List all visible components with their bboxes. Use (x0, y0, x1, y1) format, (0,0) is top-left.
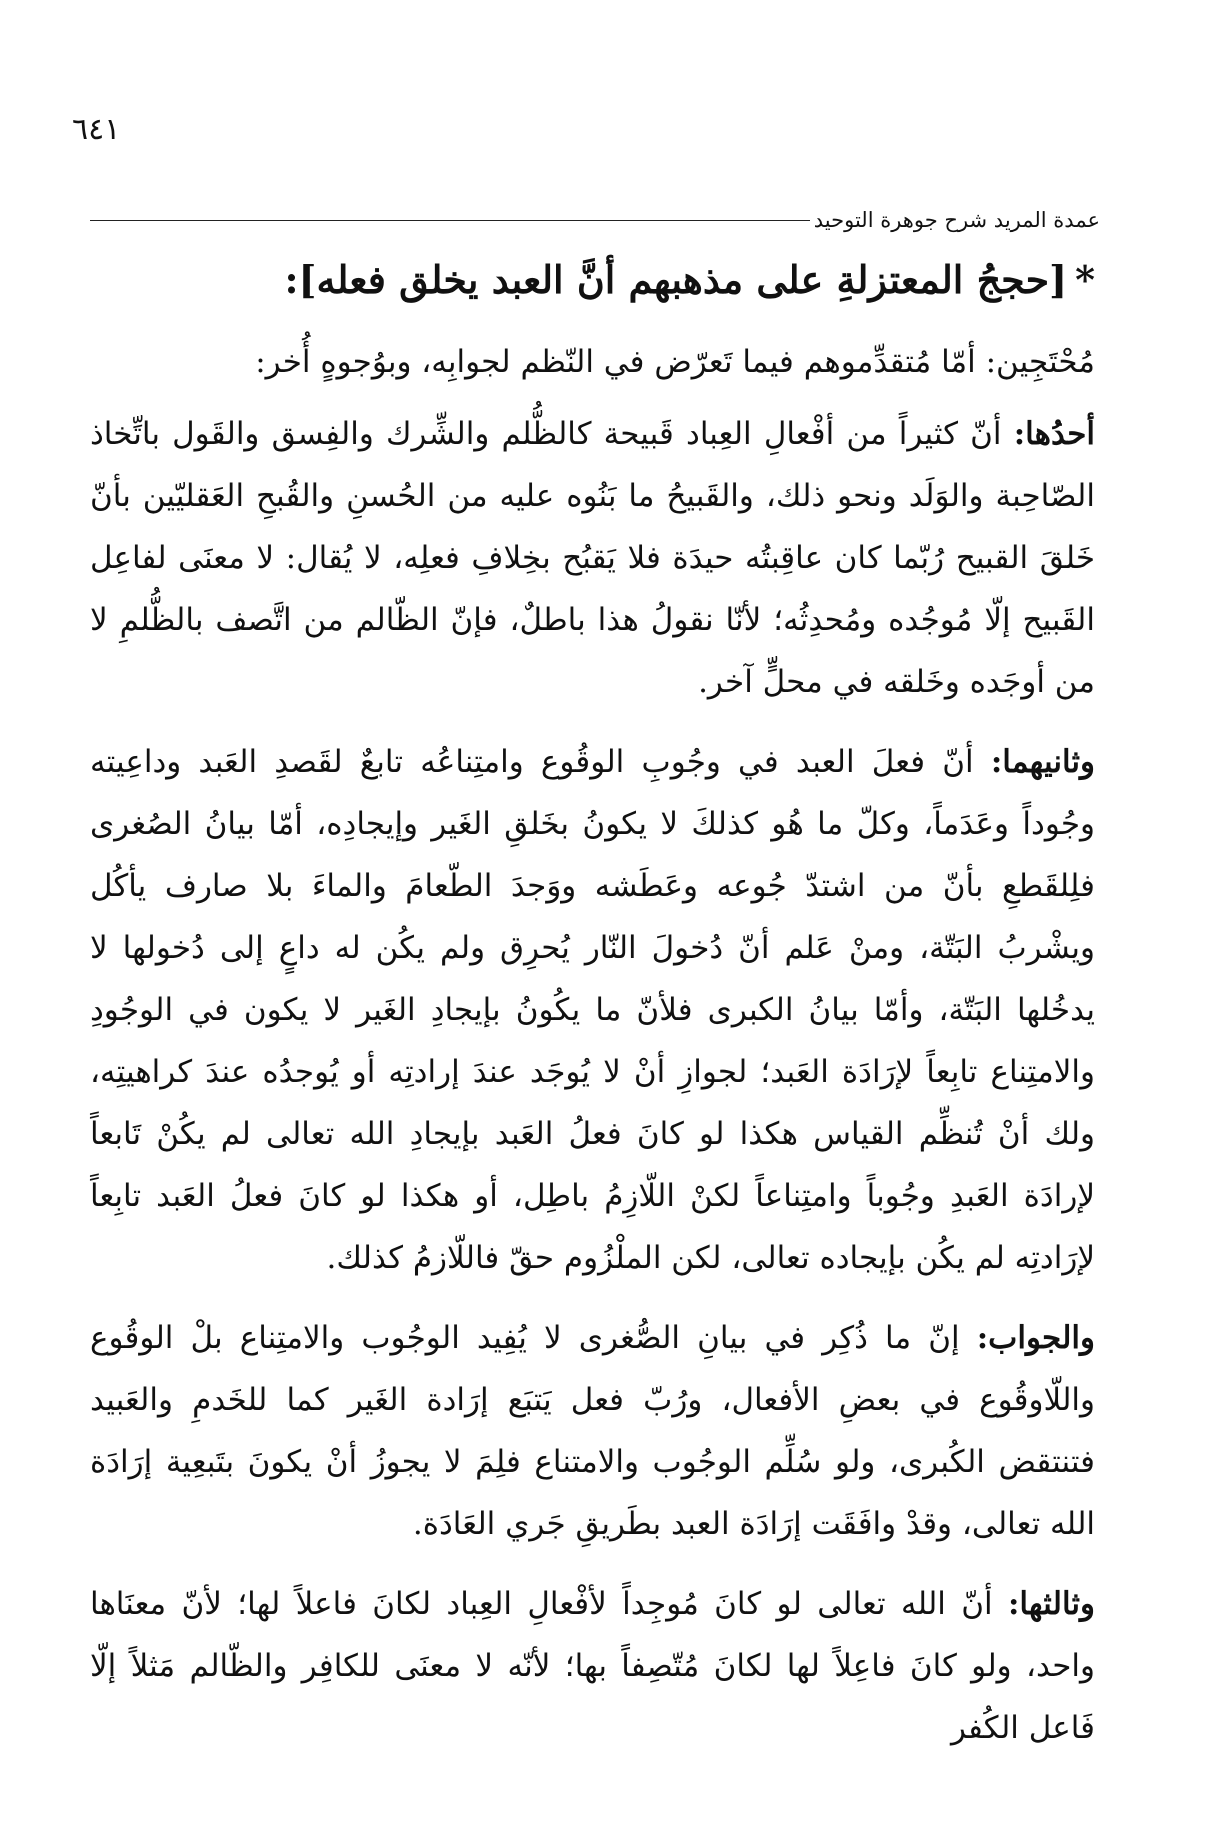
page-number: ٦٤١ (72, 112, 121, 147)
running-header-title: عمدة المريد شرح جوهرة التوحيد (813, 208, 1100, 232)
paragraph-intro (90, 331, 1095, 393)
paragraph-lead: والجواب: (976, 1320, 1095, 1356)
paragraph-third-argument (90, 1573, 1095, 1759)
page-body (90, 245, 1095, 1759)
paragraph-first-argument (90, 403, 1095, 713)
paragraph-text: مُحْتَجِين: أمّا مُتقدِّموهم فيما تَعرّض في النّظم لجوابِه، وبوُجوهٍ أُخر: (255, 344, 1095, 380)
paragraph-text: أنّ فعلَ العبد في وجُوبِ الوقُوع وامتِناعُه تابعٌ لقَصدِ العَبد وداعِيته وجُوداً وعَدَماً، وكلّ ما هُو كذلكَ لا يكونُ بخَلقِ الغَير وإيجادِه، أمّا بيانُ الصُغرى فلِلقَطعِ بأنّ من اشتدّ جُوعه وعَطَشه ووَجدَ الطّعامَ والماءَ بلا صارف يأكُل ويشْربُ البَتّة، ومنْ عَلم أنّ دُخولَ النّار يُحرِق ولم يكُن له داعٍ إلى دُخولها لا يدخُلها البَتّة، وأمّا بيانُ الكبرى فلأنّ ما يكُونُ بإيجادِ الغَير لا يكون في الوجُودِ والامتِناع تابِعاً لإرَادَة العَبد؛ لجوازِ أنْ لا يُوجَد عندَ إرادتِه أو يُوجدُه عندَ كراهيتِه، ولك أنْ تُنظِّم القياس هكذا لو كانَ فعلُ العَبد بإيجادِ الله تعالى لم يكُنْ تَابعاً لإرادَة العَبدِ وجُوباً وامتِناعاً لكنْ اللّازِمُ باطِل، أو هكذا لو كانَ فعلُ العَبد تابِعاً لإرَادتِه لم يكُن بإيجاده تعالى، لكن الملْزُوم حقّ فاللّازمُ كذلك. (90, 744, 1095, 1276)
paragraph-text: إنّ ما ذُكِر في بيانِ الصُّغرى لا يُفِيد الوجُوب والامتِناع بلْ الوقُوع واللّاوقُوع في بعضِ الأفعال، ورُبّ فعل يَتبَع إرَادة الغَير كما للخَدمِ والعَبيد فتنتقض الكُبرى، ولو سُلِّم الوجُوب والامتناع فلِمَ لا يجوزُ أنْ يكونَ بتَبعِية إرَادَة الله تعالى، وقدْ وافَقَت إرَادَة العبد بطَريقِ جَري العَادَة. (90, 1320, 1095, 1542)
paragraph-answer (90, 1307, 1095, 1555)
heading-star: * (1075, 257, 1095, 302)
header-rule (90, 220, 810, 221)
paragraph-lead: وثالثها: (1007, 1586, 1095, 1622)
paragraph-lead: أحدُها: (1013, 416, 1095, 452)
section-heading (90, 245, 1095, 315)
paragraph-lead: وثانيهما: (990, 744, 1095, 780)
paragraph-text: أنّ كثيراً من أفْعالِ العِباد قَبيحة كالظُّلم والشِّرك والفِسق والقَول باتِّخاذ الصّاحِبة والوَلَد ونحو ذلك، والقَبيحُ ما بَنُوه عليه من الحُسنِ والقُبحِ العَقليّين بأنّ خَلقَ القبيح رُبّما كان عاقِبتُه حيدَة فلا يَقبُح بخِلافِ فعلِه، لا يُقال: لا معنَى لفاعِل القَبيح إلّا مُوجُده ومُحدِثُه؛ لأنّا نقولُ هذا باطلٌ، فإنّ الظّالم من اتَّصف بالظُّلمِ لا من أوجَده وخَلقه في محلٍّ آخر. (90, 416, 1095, 700)
paragraph-text: أنّ الله تعالى لو كانَ مُوجِداً لأفْعالِ العِباد لكانَ فاعلاً لها؛ لأنّ معنَاها واحد، ولو كانَ فاعِلاً لها لكانَ مُتّصِفاً بها؛ لأنّه لا معنَى للكافِر والظّالم مَثلاً إلّا فَاعل الكُفر (90, 1586, 1095, 1746)
section-heading-text: [حججُ المعتزلةِ على مذهبهم أنَّ العبد يخلق فعله]: (284, 257, 1068, 302)
paragraph-second-argument (90, 731, 1095, 1289)
running-header (90, 205, 1100, 235)
